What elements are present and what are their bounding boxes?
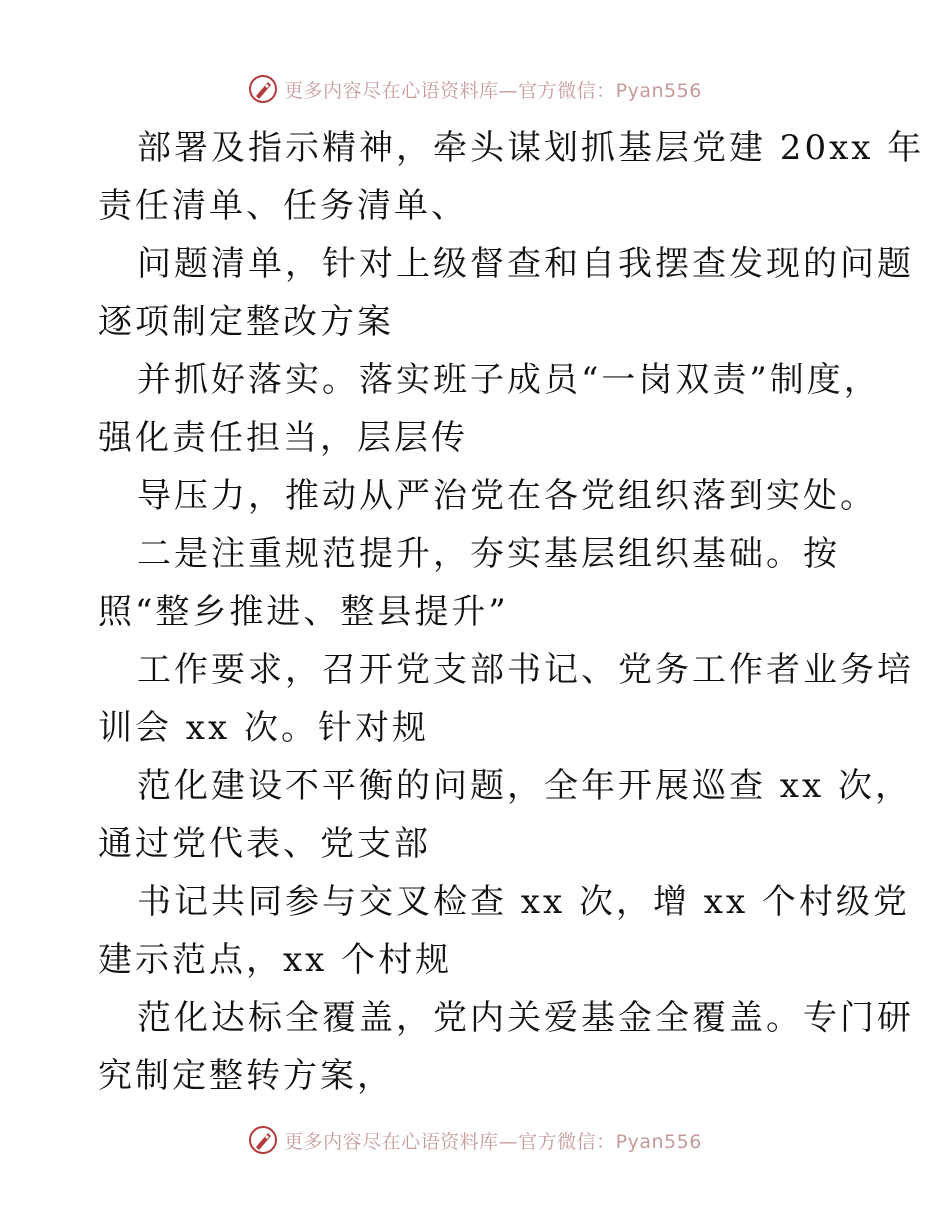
text-line: 书记共同参与交叉检查 xx 次，增 xx 个村级党 [137, 882, 910, 922]
text-line: 二是注重规范提升，夯实基层组织基础。按 [137, 534, 840, 574]
header-watermark [0, 72, 950, 106]
text-line: 训会 xx 次。针对规 [98, 708, 429, 748]
text-line: 问题清单，针对上级督查和自我摆查发现的问题 [137, 244, 914, 284]
pen-nib-logo-icon [248, 74, 278, 104]
text-line: 逐项制定整改方案 [98, 302, 394, 342]
text-line: 照“整乡推进、整县提升” [98, 592, 509, 632]
text-line: 工作要求，召开党支部书记、党务工作者业务培 [137, 650, 914, 690]
footer-watermark [0, 1123, 950, 1157]
pen-nib-logo-icon [248, 1125, 278, 1155]
text-line: 通过党代表、党支部 [98, 824, 431, 864]
text-line: 部署及指示精神，牵头谋划抓基层党建 20xx 年 [137, 128, 925, 168]
watermark-text: 更多内容尽在心语资料库—官方微信：Pyan556 [284, 79, 702, 102]
text-line: 并抓好落实。落实班子成员“一岗双责”制度， [137, 360, 881, 400]
text-line: 究制定整转方案， [98, 1056, 394, 1096]
text-line: 强化责任担当，层层传 [98, 418, 468, 458]
watermark-text: 更多内容尽在心语资料库—官方微信：Pyan556 [284, 1130, 702, 1153]
text-line: 责任清单、任务清单、 [98, 186, 468, 226]
text-line: 范化达标全覆盖，党内关爱基金全覆盖。专门研 [137, 998, 914, 1038]
text-line: 建示范点，xx 个村规 [98, 940, 453, 980]
text-line: 范化建设不平衡的问题，全年开展巡查 xx 次， [137, 766, 912, 806]
text-line: 导压力，推动从严治党在各党组织落到实处。 [137, 476, 877, 516]
